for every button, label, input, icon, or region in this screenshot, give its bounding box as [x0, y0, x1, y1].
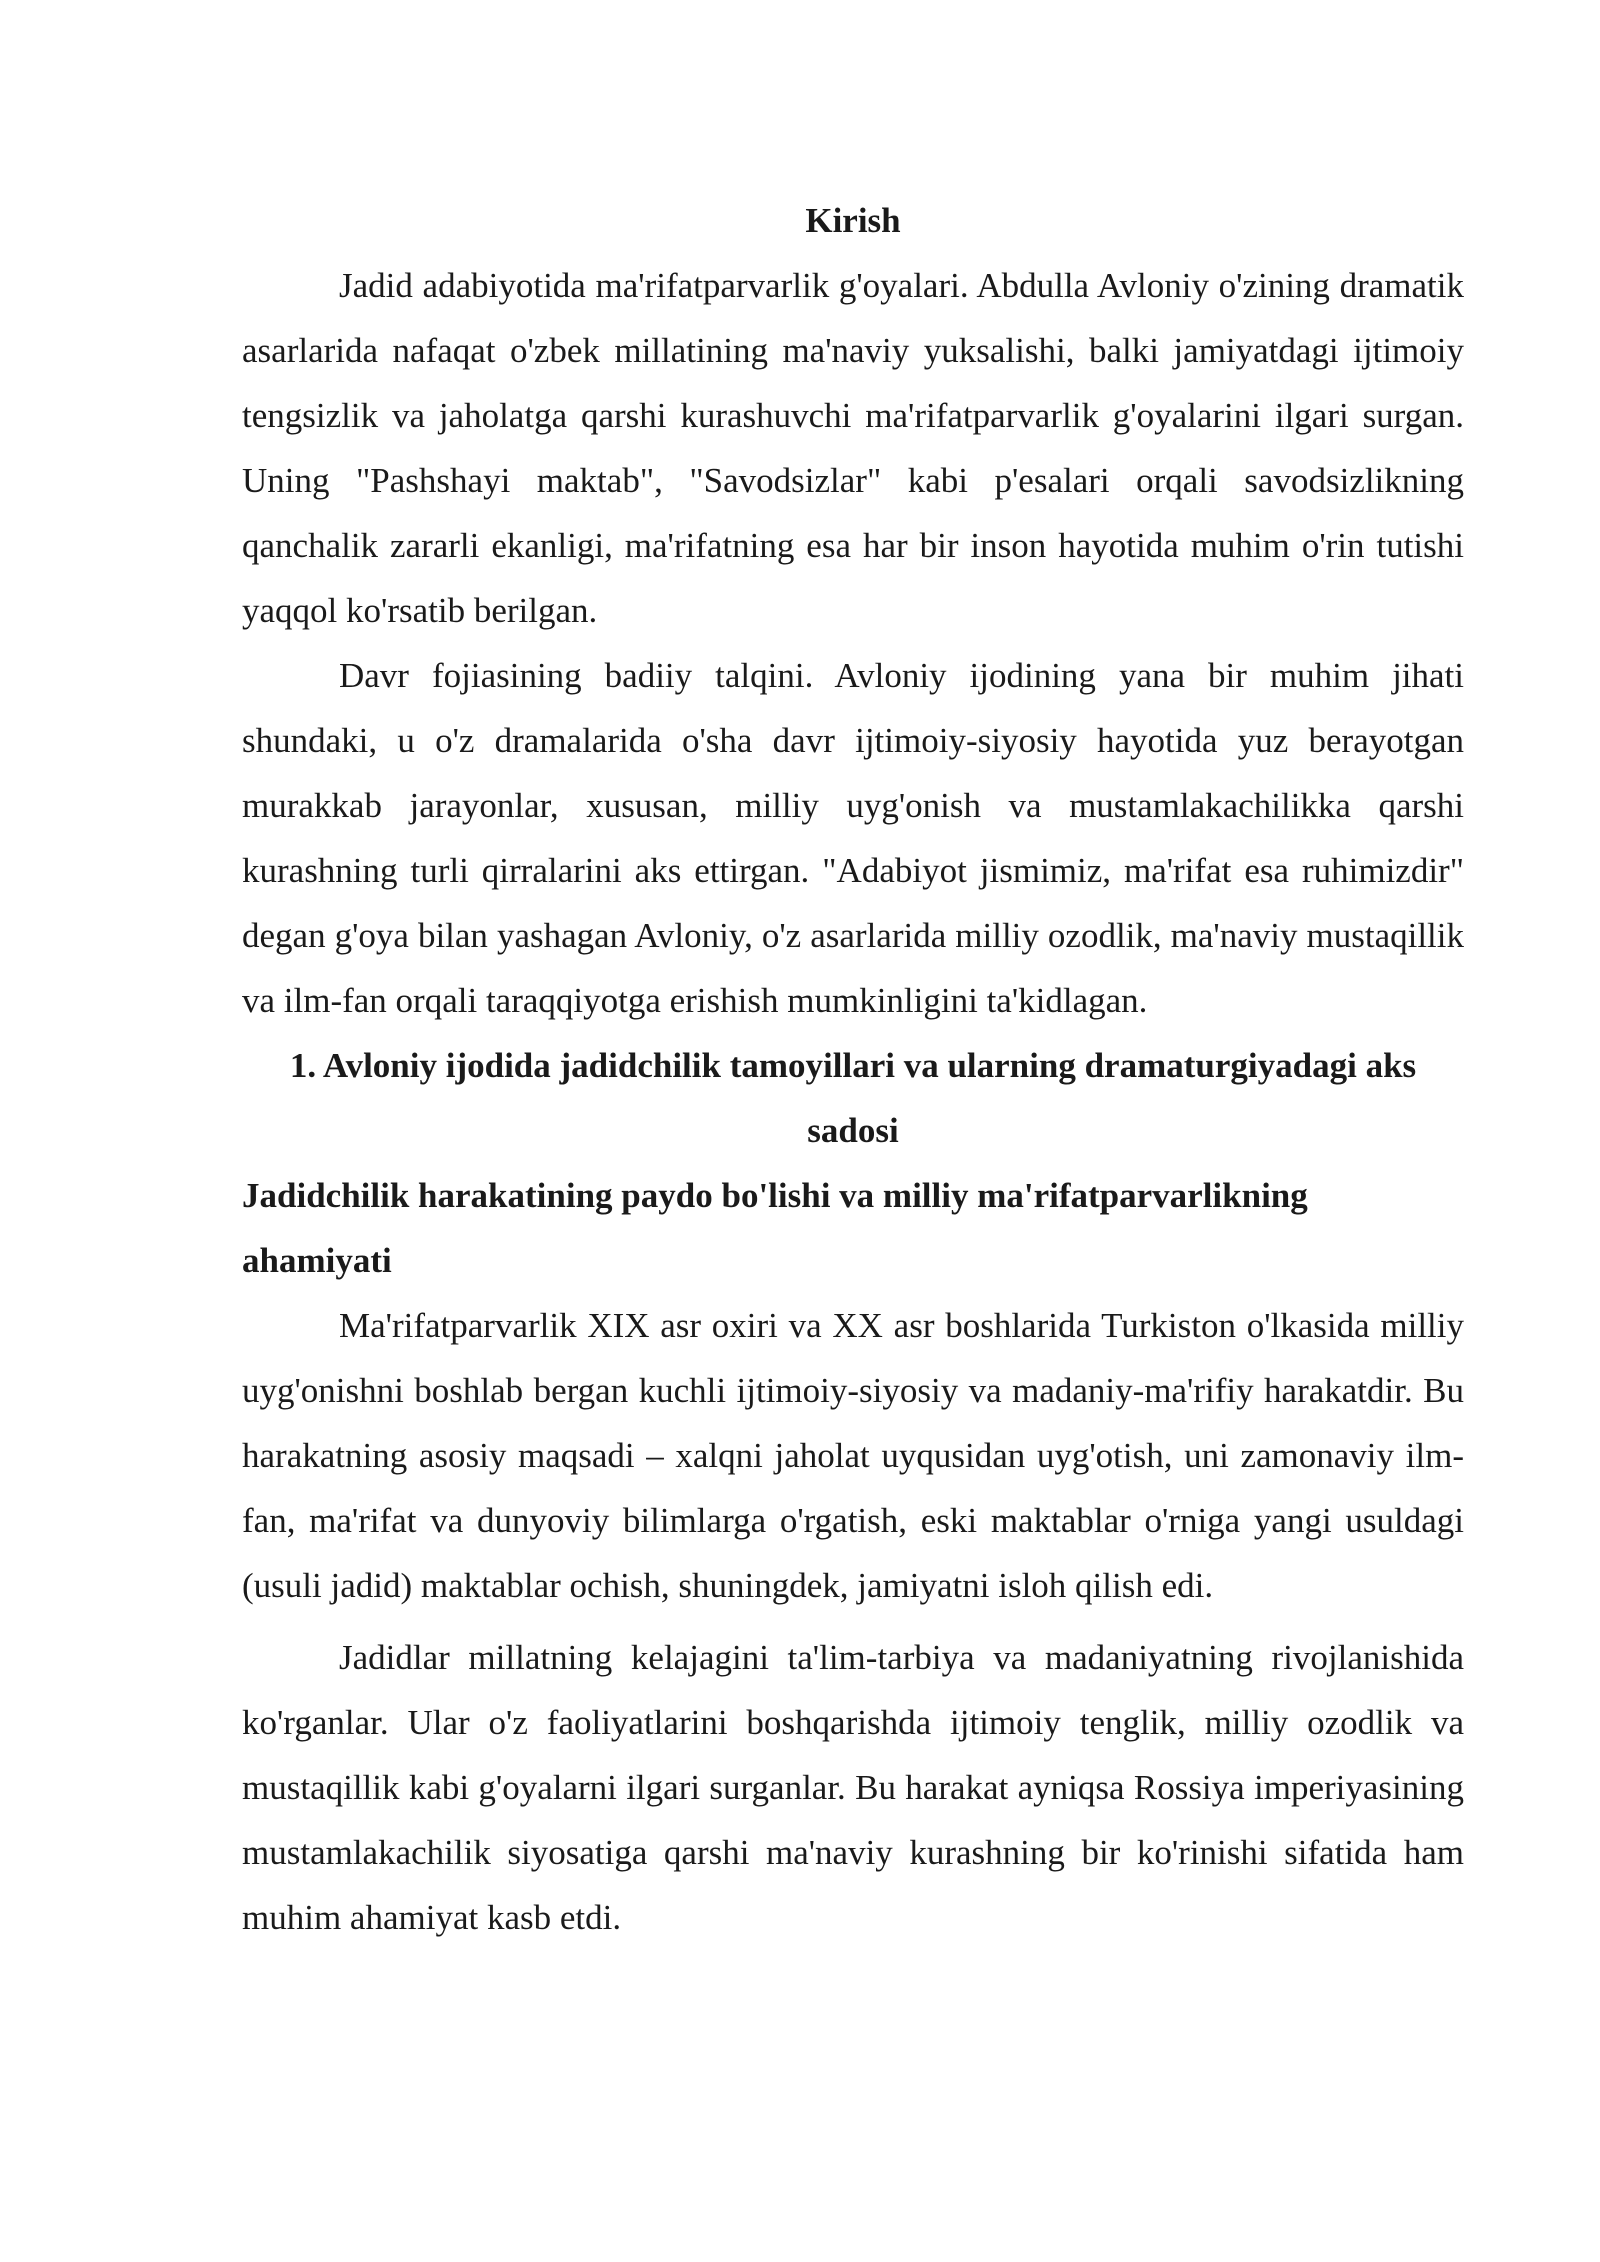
- page-title: Kirish: [805, 201, 901, 240]
- document-body: [242, 188, 1464, 1950]
- subsection-heading: Jadidchilik harakatining paydo bo'lishi va milliy ma'rifatparvarlikning ahamiyati: [242, 1176, 1308, 1280]
- intro-paragraph-1: Jadid adabiyotida ma'rifatparvarlik g'oyalari. Abdulla Avloniy o'zining dramatik asarlarida nafaqat o'zbek millatining ma'naviy yuksalishi, balki jamiyatdagi ijtimoiy tengsizlik va jaholatga qarshi kurashuvchi ma'rifatparvarlik g'oyalarini ilgari surgan. Uning "Pashshayi maktab", "Savodsizlar" kabi p'esalari orqali savodsizlikning qanchalik zararli ekanligi, ma'rifatning esa har bir inson hayotida muhim o'rin tutishi yaqqol ko'rsatib berilgan.: [242, 266, 1464, 630]
- intro-paragraph-2: Davr fojiasining badiiy talqini. Avloniy ijodining yana bir muhim jihati shundaki, u o'z dramalarida o'sha davr ijtimoiy-siyosiy hayotida yuz berayotgan murakkab jarayonlar, xususan, milliy uyg'onish va mustamlakachilikka qarshi kurashning turli qirralarini aks ettirgan. "Adabiyot jismimiz, ma'rifat esa ruhimizdir" degan g'oya bilan yashagan Avloniy, o'z asarlarida milliy ozodlik, ma'naviy mustaqillik va ilm-fan orqali taraqqiyotga erishish mumkinligini ta'kidlagan.: [242, 656, 1464, 1020]
- section-paragraph-1: Ma'rifatparvarlik XIX asr oxiri va XX asr boshlarida Turkiston o'lkasida milliy uyg'onishni boshlab bergan kuchli ijtimoiy-siyosiy va madaniy-ma'rifiy harakatdir. Bu harakatning asosiy maqsadi – xalqni jaholat uyqusidan uyg'otish, uni zamonaviy ilm-fan, ma'rifat va dunyoviy bilimlarga o'rgatish, eski maktablar o'rniga yangi usuldagi (usuli jadid) maktablar ochish, shuningdek, jamiyatni isloh qilish edi.: [242, 1306, 1464, 1605]
- section-paragraph-2: Jadidlar millatning kelajagini ta'lim-tarbiya va madaniyatning rivojlanishida ko'rganlar. Ular o'z faoliyatlarini boshqarishda ijtimoiy tenglik, milliy ozodlik va mustaqillik kabi g'oyalarni ilgari surganlar. Bu harakat ayniqsa Rossiya imperiyasining mustamlakachilik siyosatiga qarshi ma'naviy kurashning bir ko'rinishi sifatida ham muhim ahamiyat kasb etdi.: [242, 1638, 1464, 1937]
- section-heading: 1. Avloniy ijodida jadidchilik tamoyillari va ularning dramaturgiyadagi aks sadosi: [289, 1046, 1417, 1150]
